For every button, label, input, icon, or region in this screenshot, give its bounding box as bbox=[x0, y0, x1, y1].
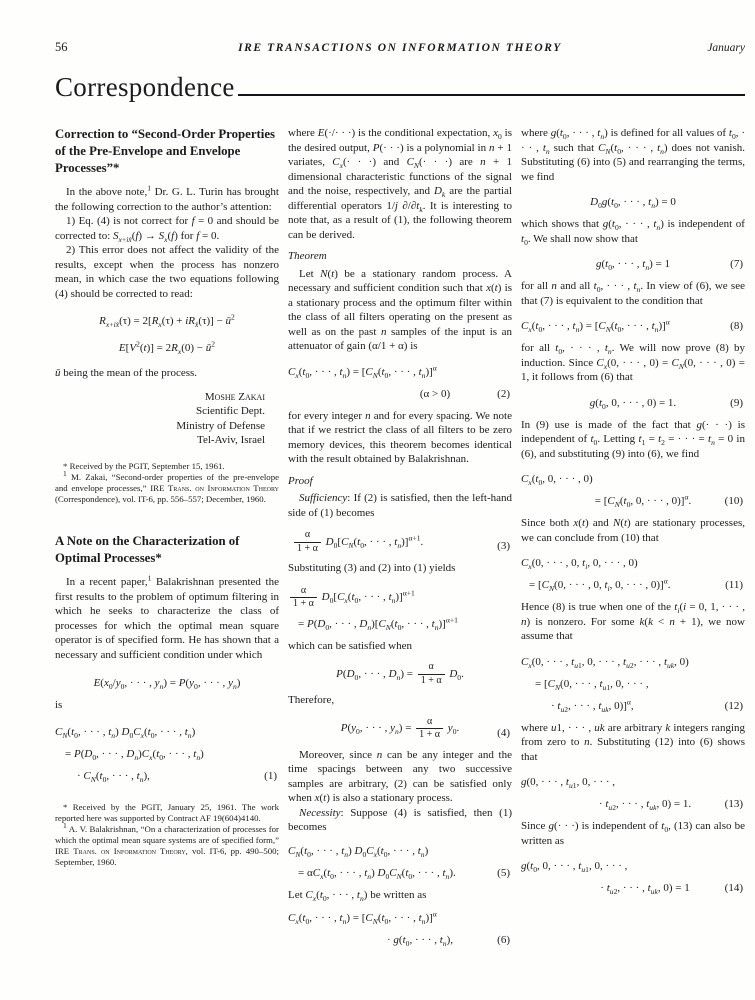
column-1 bbox=[55, 126, 279, 955]
equation bbox=[288, 586, 512, 610]
equation-content: $g(t_0$, · · · , $t_n) = 1$ bbox=[595, 258, 670, 273]
footnote bbox=[55, 802, 279, 868]
masthead-rule bbox=[238, 94, 745, 96]
paragraph bbox=[55, 185, 279, 214]
equation bbox=[288, 717, 512, 741]
paragraph bbox=[521, 126, 745, 184]
equation-content: $E[V^2(t)] = 2R_x(0)$ − $ū^2$ bbox=[118, 339, 216, 357]
text-content: Proof bbox=[288, 474, 313, 487]
text-content: is bbox=[55, 699, 63, 712]
equation-content: · $t_{u2}$, · · · , $t_{uk}$, 0)]$^\alpha$, bbox=[551, 696, 634, 714]
equation bbox=[521, 396, 745, 411]
equation-number: (9) bbox=[730, 396, 743, 409]
text-content: 1) Eq. (4) is not correct for f = 0 and should be corrected to: $S_{x+ix̂}(f) \to S_x(f)$ for f = 0. bbox=[55, 215, 279, 245]
text-content: which shows that $g(t_0$, · · · , $t_n$) is independent of $t_0$. We shall now show that bbox=[521, 218, 745, 247]
paragraph bbox=[288, 491, 512, 520]
text-content: where E(·/· · ·) is the conditional expectation, $x_0$ is the desired output, P(· · ·) is a polynomial in n + 1 variates, $C_x(\cdot$ · ·) and $C_N(\cdot$ · ·) are n + 1 dimensional characteristic functions of the signal and the noise, respectively, and $D_k$ are the partial differential operators 1/j $\partial/\partial t_k$. It is interesting to note that, as a result of (1), the following theorem can be derived. bbox=[288, 127, 513, 241]
equation-number: (10) bbox=[724, 495, 743, 507]
text-content: for all n and all $t_0$, · · · , $t_n$. In view of (6), we see that (7) is equivalent to the condition that bbox=[521, 280, 745, 307]
equation-content: $C_x(t_0$, · · · , $t_n) = [C_N(t_0$, · · · , $t_n)]^\alpha$ bbox=[288, 362, 437, 380]
equation-content: $C_N(t_0$, · · · , $t_n$) $D_0C_x(t_0$, · · · , $t_n$) bbox=[55, 725, 196, 741]
equation bbox=[288, 911, 512, 926]
paragraph bbox=[521, 819, 745, 848]
masthead bbox=[55, 72, 745, 103]
equation bbox=[288, 362, 512, 380]
correspondence-title: Correspondence bbox=[55, 72, 235, 102]
equation bbox=[521, 472, 745, 487]
equation-content: $R_{x+ix̂}(\tau) = 2[R_x(\tau) + iR_{x̂}(\tau)]$ − $ū^2$ bbox=[99, 312, 235, 330]
paragraph bbox=[55, 366, 279, 381]
subsection-heading bbox=[288, 474, 512, 489]
text-content: ū being the mean of the process. bbox=[55, 367, 198, 380]
text-content: 2) This error does not affect the validity of the results, except when the process has nonzero mean, in which case the two equations following (4) should be corrected to read: bbox=[55, 244, 279, 300]
equation-content: = [$C_N(t_0$, 0, · · · , 0)]$^\alpha$. bbox=[594, 492, 692, 510]
equation bbox=[55, 314, 279, 329]
equation bbox=[521, 195, 745, 210]
equation-number: (3) bbox=[497, 540, 510, 552]
equation bbox=[521, 677, 745, 692]
paragraph bbox=[288, 748, 512, 806]
equation-content: $P(D_0$, · · · , $D_n$) = $\frac{\alpha}{1 + \alpha}$ $D_0$. bbox=[336, 661, 464, 686]
equation-content: · $t_{u2}$, · · · , $t_{uk}$, 0) = 1. bbox=[598, 798, 692, 813]
page-content bbox=[55, 40, 745, 955]
equation-content: $C_N(t_0$, · · · , $t_n$) $D_0C_x(t_0$, · · · , $t_n$) bbox=[288, 844, 429, 859]
footnote bbox=[55, 461, 279, 505]
equation bbox=[288, 387, 512, 402]
equation-content: $P(y_0$, · · · , $y_n$) = $\frac{\alpha}{1 + \alpha}$ $y_0$. bbox=[340, 715, 460, 740]
text-content: Therefore, bbox=[288, 694, 335, 706]
equation-content: $g(t_0$, 0, · · · , 0) = 1. bbox=[589, 396, 677, 411]
journal-title: IRE TRANSACTIONS ON INFORMATION THEORY bbox=[238, 42, 562, 54]
paragraph bbox=[55, 243, 279, 301]
equation-content: (α > 0) bbox=[419, 387, 451, 400]
text-content: for every integer n and for every spacing. We note that if we restrict the class of all filters to be zero memory devices, this theorem becomes identical with the result obtained by Balakrishnan. bbox=[288, 409, 512, 465]
text-content: In the above note,$^1$ Dr. G. L. Turin has brought the following correction to the author’s attention: bbox=[55, 183, 279, 213]
equation-number: (4) bbox=[497, 726, 510, 739]
equation-number: (1) bbox=[264, 769, 277, 782]
text-content: Necessity: Suppose (4) is satisfied, then (1) becomes bbox=[288, 806, 512, 833]
paragraph bbox=[288, 267, 512, 354]
equation bbox=[288, 933, 512, 948]
text-content: Hence (8) is true when one of the $t_i(i = 0$, 1, · · · , n) is nonzero. For some k(k < n + 1), we now assume that bbox=[521, 601, 745, 642]
equation bbox=[521, 775, 745, 790]
signature-line: Scientific Dept. bbox=[195, 405, 265, 418]
equation-content: $C_x(t_0$, · · · , $t_n) = [C_N(t_0$, · · · , $t_n)]^\alpha$ bbox=[288, 909, 437, 927]
section-heading bbox=[55, 126, 279, 176]
equation-content: = [$C_N(0$, · · · , $t_{u1}$, 0, · · · , bbox=[535, 677, 649, 692]
equation-content: $g(t_0$, 0, · · · , $t_{u1}$, 0, · · · , bbox=[521, 860, 628, 875]
signature-line: Tel-Aviv, Israel bbox=[197, 434, 265, 447]
equation-number: (13) bbox=[724, 798, 743, 810]
equation bbox=[521, 696, 745, 714]
equation bbox=[288, 866, 512, 881]
paragraph bbox=[55, 575, 279, 662]
paragraph bbox=[521, 217, 745, 246]
section-heading bbox=[55, 533, 279, 567]
spacer bbox=[55, 505, 279, 533]
paragraph bbox=[288, 126, 512, 242]
paragraph bbox=[521, 279, 745, 308]
equation-content: · $t_{u2}$, · · · , $t_{uk}$, 0) = 1 bbox=[600, 882, 690, 897]
equation-content: $C_x(t_0$, · · · , $t_n) = [C_N(t_0$, · · · , $t_n)]^\alpha$ bbox=[521, 317, 670, 335]
equation-content: $C_x(0$, · · · , 0, $t_i$, 0, · · · , 0) bbox=[521, 557, 638, 572]
signature-line: Moshe Zakai bbox=[204, 390, 265, 403]
paragraph bbox=[521, 516, 745, 545]
equation-number: (5) bbox=[497, 866, 510, 879]
equation-content: $\frac{\alpha}{1 + \alpha}$ $D_0[C_N(t_0$, · · · , $t_n)]^{\alpha+1}$. bbox=[292, 536, 423, 548]
text-content: In a recent paper,$^1$ Balakrishnan presented the first results to the problem of optimum filtering in which he seeks to characterize the class of processes for which the optimal mean square operator is of specified form. He has shown that a necessary and sufficient condition under which bbox=[55, 573, 279, 661]
text-content: Correction to “Second-Order Properties of the Pre-Envelope and Envelope Processes”* bbox=[55, 127, 275, 175]
text-content: In (9) use is made of the fact that g(· · ·) is independent of $t_0$. Letting $t_1 = t_2$ = · · · = $t_n = 0$ in (6), and substituting (9) into (6), we find bbox=[521, 418, 746, 460]
text-content: Since both x(t) and N(t) are stationary processes, we can conclude from (10) that bbox=[521, 517, 746, 544]
equation bbox=[55, 725, 279, 740]
text-content: for all $t_0$, · · · , $t_n$. We will now prove (8) by induction. Since $C_x(0$, · · · , $0) = C_N(0$, · · · , 0) = 1, it follows from (6) that bbox=[521, 342, 745, 383]
signature-line: Ministry of Defense bbox=[176, 419, 265, 432]
paragraph bbox=[288, 806, 512, 835]
subsection-heading bbox=[288, 249, 512, 264]
equation-number: (7) bbox=[730, 258, 743, 270]
text-content: Substituting (3) and (2) into (1) yields bbox=[288, 562, 456, 574]
equation bbox=[55, 769, 279, 784]
paragraph bbox=[288, 561, 512, 576]
equation bbox=[288, 530, 512, 554]
paragraph bbox=[288, 888, 512, 903]
equation-content: = $P(D_0$, · · · , $D_n)[C_N(t_0$, · · · , $t_n)]^{\alpha+1}$ bbox=[298, 614, 458, 632]
page-number: 56 bbox=[55, 40, 68, 54]
equation-content: = [$C_N(0$, · · · , 0, $t_i$, 0, · · · , 0)]$^\alpha$. bbox=[529, 576, 671, 594]
text-content: Let $C_x(t_0$, · · · , $t_n$) be written as bbox=[288, 888, 427, 903]
equation-content: = $P(D_0$, · · · , $D_n)C_x(t_0$, · · · , $t_n$) bbox=[65, 747, 204, 763]
text-content: Theorem bbox=[288, 250, 327, 262]
column-3 bbox=[521, 126, 745, 955]
paragraph bbox=[288, 693, 512, 708]
equation bbox=[288, 614, 512, 632]
equation-content: $E(x_0/y_0$, · · · , $y_n) = P(y_0$, · · · , $y_n$) bbox=[93, 677, 241, 692]
equation bbox=[521, 797, 745, 812]
equation-content: · $C_N(t_0$, · · · , $t_n$), bbox=[77, 769, 150, 785]
equation bbox=[521, 859, 745, 874]
paragraph bbox=[288, 639, 512, 654]
equation-number: (8) bbox=[730, 320, 743, 332]
text-content: where u1, · · · , uk are arbitrary k integers ranging from zero to n. Substituting (12) into (6) shows that bbox=[521, 721, 745, 763]
equation bbox=[55, 676, 279, 691]
equation-content: = $\alpha C_x(t_0$, · · · , $t_n$) $D_0C_N(t_0$, · · · , $t_n$). bbox=[298, 866, 456, 881]
issue-month: January bbox=[707, 42, 745, 54]
text-content: where $g(t_0$, · · · , $t_n$) is defined for all values of $t_0$, · · · , $t_n$ such that $C_N(t_0$, · · · , $t_n$) does not vanish. Substituting (6) into (5) and rearranging the terms, we find bbox=[521, 127, 745, 183]
equation-content: $C_x(0$, · · · , $t_{u1}$, 0, · · · , $t_{u2}$, · · · , $t_{uk}$, 0) bbox=[521, 655, 689, 670]
text-content: * Received by the PGIT, January 25, 1961. The work reported here was supported by Contract AF 19(604)4140. $^1$ A. V. Balakrishnan, “On a characterization of processes for which the optimal mean square systems are of specified form,” IRE Trans. on Information Theory, vol. IT-6, pp. 490–500; September, 1960. bbox=[55, 801, 279, 867]
equation-number: (6) bbox=[497, 934, 510, 946]
paragraph bbox=[521, 600, 745, 644]
text-content: which can be satisfied when bbox=[288, 639, 413, 652]
equation-content: $\frac{\alpha}{1 + \alpha}$ $D_0[C_x(t_0$, · · · , $t_n)]^{\alpha+1}$ bbox=[288, 591, 415, 603]
paragraph bbox=[55, 698, 279, 713]
equation bbox=[288, 844, 512, 859]
equation bbox=[521, 655, 745, 670]
equation bbox=[55, 341, 279, 356]
paragraph bbox=[55, 214, 279, 243]
columns-container bbox=[55, 126, 745, 955]
paragraph bbox=[521, 721, 745, 765]
paragraph bbox=[288, 409, 512, 467]
equation-content: $D_0g(t_0$, · · · , $t_n) = 0$ bbox=[590, 196, 676, 211]
equation bbox=[55, 747, 279, 762]
text-content: * Received by the PGIT, September 15, 1961. $^1$ M. Zakai, “Second-order properties of the pre-envelope and envelope processes,” IRE Trans. on Information Theory (Correspondence), vol. IT-6, pp. 556–557; December, 1960. bbox=[55, 460, 279, 504]
equation bbox=[521, 257, 745, 272]
equation bbox=[521, 494, 745, 509]
text-content: Let N(t) be a stationary random process. A necessary and sufficient condition such that x(t) is a stationary process and the optimum filter within the class of all filters operating on the present as well as on the past n samples of the input is an attenuator of gain (α/1 + α) is bbox=[288, 267, 513, 352]
equation-content: · $g(t_0$, · · · , $t_n$), bbox=[387, 934, 453, 949]
signature-block bbox=[55, 390, 279, 448]
equation-number: (14) bbox=[724, 882, 743, 894]
paragraph bbox=[521, 418, 745, 462]
text-content: A Note on the Characterization of Optimal Processes* bbox=[55, 533, 240, 565]
running-head bbox=[55, 40, 745, 55]
equation bbox=[521, 556, 745, 571]
text-content: Since g(· · ·) is independent of $t_0$, (13) can also be written as bbox=[521, 820, 745, 847]
equation-number: (11) bbox=[725, 579, 743, 591]
column-2 bbox=[288, 126, 512, 955]
equation bbox=[521, 319, 745, 334]
text-content: Moreover, since n can be any integer and the time spacings between any two successive samples are arbitrary, (2) can be satisfied only when x(t) is also a stationary process. bbox=[288, 748, 512, 804]
equation bbox=[521, 578, 745, 593]
equation bbox=[288, 662, 512, 686]
equation-content: $C_x(t_0$, 0, · · · , 0) bbox=[521, 473, 593, 488]
equation-content: g(0, · · · , $t_{u1}$, 0, · · · , bbox=[521, 776, 616, 791]
equation bbox=[521, 881, 745, 896]
text-content: Sufficiency: If (2) is satisfied, then the left-hand side of (1) becomes bbox=[288, 492, 512, 519]
equation-number: (12) bbox=[724, 699, 743, 712]
paragraph bbox=[521, 341, 745, 385]
equation-number: (2) bbox=[497, 387, 510, 400]
